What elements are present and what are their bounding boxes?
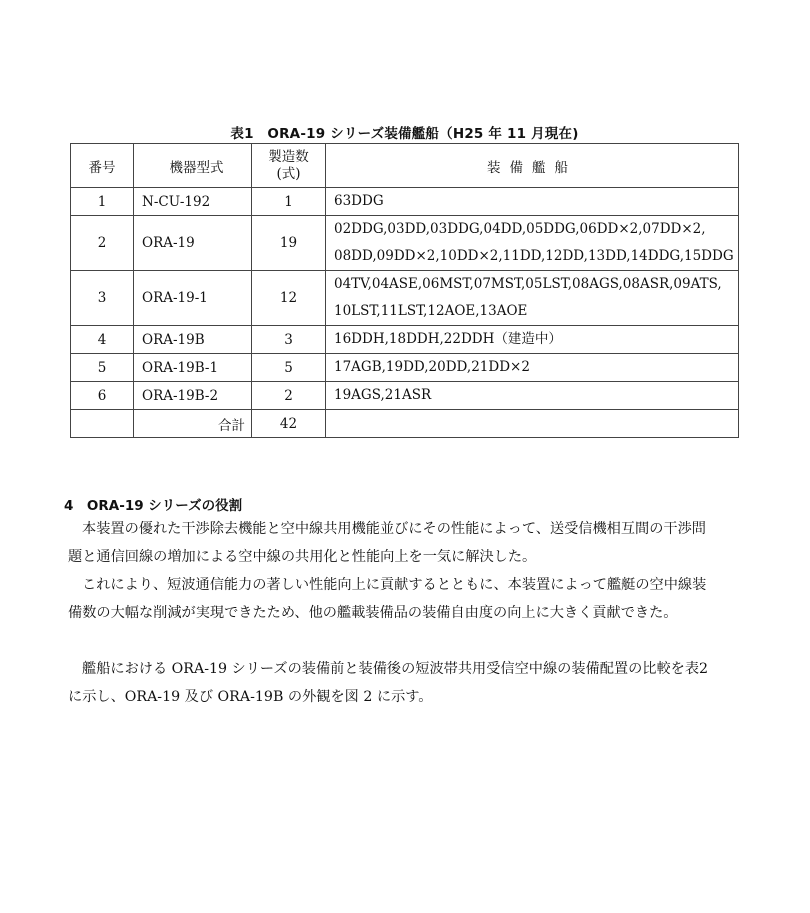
paragraph: 本装置の優れた干渉除去機能と空中線共用機能並びにその性能によって、送受信機相互間の干渉問題と通信回線の増加による空中線の共用化と性能向上を一気に解決した。 — [68, 521, 706, 565]
section-heading: 4 ORA-19 シリーズの役割 — [64, 498, 243, 514]
cell-ships — [326, 271, 739, 326]
ships-line: 08DD,09DD×2,10DD×2,11DD,12DD,13DD,14DDG,15DDG — [334, 248, 734, 264]
cell-total-ships-empty — [326, 410, 739, 438]
cell-no: 4 — [71, 326, 134, 354]
cell-ships — [326, 354, 739, 382]
cell-count: 19 — [252, 216, 326, 271]
cell-count: 2 — [252, 382, 326, 410]
paragraph: これにより、短波通信能力の著しい性能向上に貢献するとともに、本装置によって艦艇の空中線装備数の大幅な削減が実現できたため、他の艦載装備品の装備自由度の向上に大きく貢献できた。 — [68, 577, 707, 621]
cell-no: 2 — [71, 216, 134, 271]
cell-model: ORA-19B-1 — [134, 354, 252, 382]
header-no: 番号 — [71, 144, 134, 188]
header-count — [252, 144, 326, 188]
table-row — [71, 188, 739, 216]
cell-no: 1 — [71, 188, 134, 216]
ships-line: 19AGS,21ASR — [334, 387, 432, 403]
equipped-ships-table — [70, 143, 739, 438]
ships-line: 10LST,11LST,12AOE,13AOE — [334, 303, 528, 319]
ships-line: 16DDH,18DDH,22DDH（建造中） — [334, 331, 562, 347]
cell-ships — [326, 382, 739, 410]
ships-line: 17AGB,19DD,20DD,21DD×2 — [334, 359, 530, 375]
table-header-row — [71, 144, 739, 188]
ships-line: 63DDG — [334, 193, 384, 209]
paragraph: 艦船における ORA-19 シリーズの装備前と装備後の短波帯共用受信空中線の装備配置の比較を表2に示し、ORA-19 及び ORA-19B の外観を図 2 に示す。 — [68, 661, 709, 705]
header-model: 機器型式 — [134, 144, 252, 188]
table-row — [71, 216, 739, 271]
ships-line: 02DDG,03DD,03DDG,04DD,05DDG,06DD×2,07DD×2, — [334, 221, 706, 237]
cell-no: 6 — [71, 382, 134, 410]
cell-count: 3 — [252, 326, 326, 354]
cell-no: 3 — [71, 271, 134, 326]
header-count-line1: 製造数 — [268, 148, 309, 165]
cell-ships — [326, 188, 739, 216]
table-row — [71, 382, 739, 410]
cell-model: N-CU-192 — [134, 188, 252, 216]
cell-model: ORA-19 — [134, 216, 252, 271]
cell-model: ORA-19B-2 — [134, 382, 252, 410]
table-row — [71, 354, 739, 382]
cell-count: 1 — [252, 188, 326, 216]
cell-ships — [326, 216, 739, 271]
table-row — [71, 271, 739, 326]
cell-total-count: 42 — [252, 410, 326, 438]
cell-model: ORA-19B — [134, 326, 252, 354]
cell-total-empty — [71, 410, 134, 438]
ships-line: 04TV,04ASE,06MST,07MST,05LST,08AGS,08ASR,09ATS, — [334, 276, 722, 292]
cell-count: 5 — [252, 354, 326, 382]
table-caption: 表1 ORA-19 シリーズ装備艦船（H25 年 11 月現在) — [230, 126, 579, 142]
cell-no: 5 — [71, 354, 134, 382]
header-ships: 装備艦船 — [326, 144, 739, 188]
cell-total-label: 合計 — [134, 410, 252, 438]
cell-count: 12 — [252, 271, 326, 326]
table-total-row — [71, 410, 739, 438]
table-row — [71, 326, 739, 354]
cell-model: ORA-19-1 — [134, 271, 252, 326]
header-count-line2: (式) — [276, 165, 301, 182]
cell-ships — [326, 326, 739, 354]
